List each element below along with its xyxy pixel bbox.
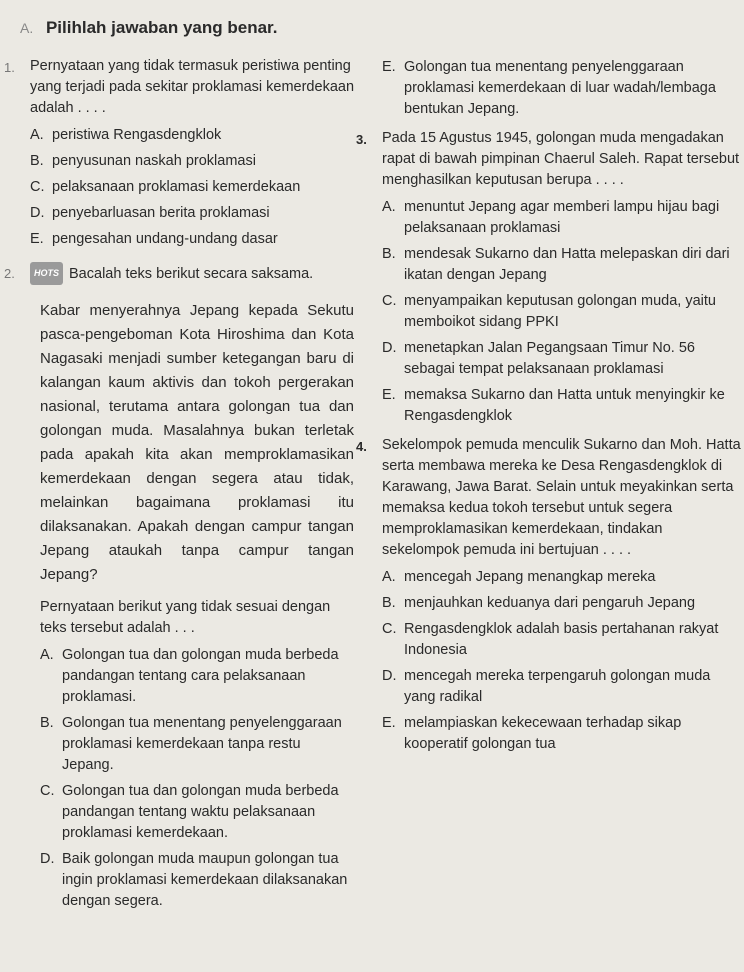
option-label: E.: [382, 387, 396, 403]
option-e[interactable]: [382, 385, 742, 427]
option-a[interactable]: [40, 645, 354, 708]
question-text: Bacalah teks berikut secara saksama.: [69, 266, 314, 282]
section-title: Pilihlah jawaban yang benar.: [45, 18, 278, 37]
option-label: D.: [40, 851, 55, 867]
option-text: memaksa Sukarno dan Hatta untuk menyingkir ke Rengasdengklok: [404, 387, 725, 424]
reading-passage: Kabar menyerahnya Jepang kepada Sekutu pasca-pengeboman Kota Hiroshima dan Kota Nagasaki menjadi sumber ketegangan baru di kalangan kaum aktivis dan tokoh pergerakan nasional, terutama antara golongan tua dan golongan muda. Masalahnya bukan terletak pada apakah kita akan memproklamasikan kemerdekaan dengan segera atau tidak, melainkan bagaimana proklamasi itu dilaksanakan. Apakah dengan campur tangan Jepang ataukah tanpa campur tangan Jepang?: [40, 302, 354, 583]
option-d[interactable]: [382, 666, 742, 708]
option-text: pengesahan undang-undang dasar: [52, 231, 278, 247]
option-e[interactable]: [30, 229, 354, 250]
option-e[interactable]: [382, 713, 742, 755]
section-heading: [20, 18, 277, 38]
option-label: A.: [382, 199, 396, 215]
option-a[interactable]: [30, 125, 354, 146]
question-1: [4, 56, 354, 250]
option-b[interactable]: [382, 593, 742, 614]
option-label: C.: [382, 621, 397, 637]
question-number: 2.: [4, 266, 15, 281]
option-text: mencegah Jepang menangkap mereka: [404, 569, 656, 585]
option-text: mendesak Sukarno dan Hatta melepaskan diri dari ikatan dengan Jepang: [404, 246, 730, 283]
option-label: A.: [382, 569, 396, 585]
option-label: D.: [30, 205, 45, 221]
question-number: 3.: [356, 132, 367, 147]
option-label: E.: [382, 59, 396, 75]
question-number: 4.: [356, 439, 367, 454]
option-text: Golongan tua dan golongan muda berbeda pandangan tentang cara pelaksanaan proklamasi.: [62, 647, 339, 705]
question-text: Sekelompok pemuda menculik Sukarno dan Moh. Hatta serta membawa mereka ke Desa Rengasdengklok di Karawang, Jawa Barat. Selain untuk meyakinkan serta memaksa kedua tokoh tersebut untuk segera memproklamasikan kemerdekaan, tindakan sekelompok pemuda ini bertujuan . . . .: [382, 437, 741, 558]
left-column: [4, 56, 354, 917]
option-d[interactable]: [30, 203, 354, 224]
option-text: mencegah mereka terpengaruh golongan muda yang radikal: [404, 668, 711, 705]
option-text: melampiaskan kekecewaan terhadap sikap kooperatif golongan tua: [404, 715, 682, 752]
option-text: peristiwa Rengasdengklok: [52, 127, 222, 143]
option-label: D.: [382, 668, 397, 684]
option-b[interactable]: [40, 713, 354, 776]
option-c[interactable]: [30, 177, 354, 198]
option-text: menuntut Jepang agar memberi lampu hijau bagi pelaksanaan proklamasi: [404, 199, 720, 236]
right-column: [356, 56, 742, 760]
option-text: Golongan tua menentang penyelenggaraan proklamasi kemerdekaan di luar wadah/lembaga bentukan Jepang.: [404, 59, 716, 117]
question-text: Pada 15 Agustus 1945, golongan muda mengadakan rapat di bawah pimpinan Chaerul Saleh. Rapat tersebut menghasilkan keputusan berupa . . . .: [382, 130, 740, 188]
option-label: C.: [30, 179, 45, 195]
option-label: C.: [382, 293, 397, 309]
option-b[interactable]: [382, 244, 742, 286]
option-a[interactable]: [382, 567, 742, 588]
question-3: [356, 128, 742, 427]
option-b[interactable]: [30, 151, 354, 172]
option-text: Golongan tua menentang penyelenggaraan proklamasi kemerdekaan tanpa restu Jepang.: [62, 715, 342, 773]
question-2: [4, 262, 354, 912]
question-number: 1.: [4, 60, 15, 75]
option-text: penyebarluasan berita proklamasi: [52, 205, 270, 221]
option-a[interactable]: [382, 197, 742, 239]
section-number: A.: [20, 20, 34, 36]
option-text: menyampaikan keputusan golongan muda, yaitu memboikot sidang PPKI: [404, 293, 716, 330]
option-d[interactable]: [382, 338, 742, 380]
option-text: menjauhkan keduanya dari pengaruh Jepang: [404, 595, 696, 611]
option-text: Baik golongan muda maupun golongan tua ingin proklamasi kemerdekaan dilaksanakan dengan segera.: [62, 851, 348, 909]
option-text: Golongan tua dan golongan muda berbeda pandangan tentang waktu pelaksanaan proklamasi kemerdekaan.: [62, 783, 339, 841]
option-text: penyusunan naskah proklamasi: [52, 153, 256, 169]
option-text: menetapkan Jalan Pegangsaan Timur No. 56 sebagai tempat pelaksanaan proklamasi: [404, 340, 695, 377]
option-d[interactable]: [40, 849, 354, 912]
option-c[interactable]: [40, 781, 354, 844]
hots-badge: HOTS: [30, 262, 63, 285]
option-label: B.: [30, 153, 44, 169]
option-label: B.: [382, 246, 396, 262]
option-c[interactable]: [382, 291, 742, 333]
option-label: A.: [30, 127, 44, 143]
option-label: A.: [40, 647, 54, 663]
option-label: D.: [382, 340, 397, 356]
option-label: B.: [40, 715, 54, 731]
question-text: Pernyataan yang tidak termasuk peristiwa penting yang terjadi pada sekitar proklamasi kemerdekaan adalah . . . .: [30, 58, 355, 116]
q2-option-e[interactable]: [382, 57, 742, 120]
option-label: E.: [30, 231, 44, 247]
question-prompt: Pernyataan berikut yang tidak sesuai dengan teks tersebut adalah . . .: [40, 599, 331, 636]
option-label: E.: [382, 715, 396, 731]
question-4: [356, 435, 742, 755]
option-c[interactable]: [382, 619, 742, 661]
option-text: pelaksanaan proklamasi kemerdekaan: [52, 179, 301, 195]
option-text: Rengasdengklok adalah basis pertahanan rakyat Indonesia: [404, 621, 719, 658]
option-label: C.: [40, 783, 55, 799]
option-label: B.: [382, 595, 396, 611]
